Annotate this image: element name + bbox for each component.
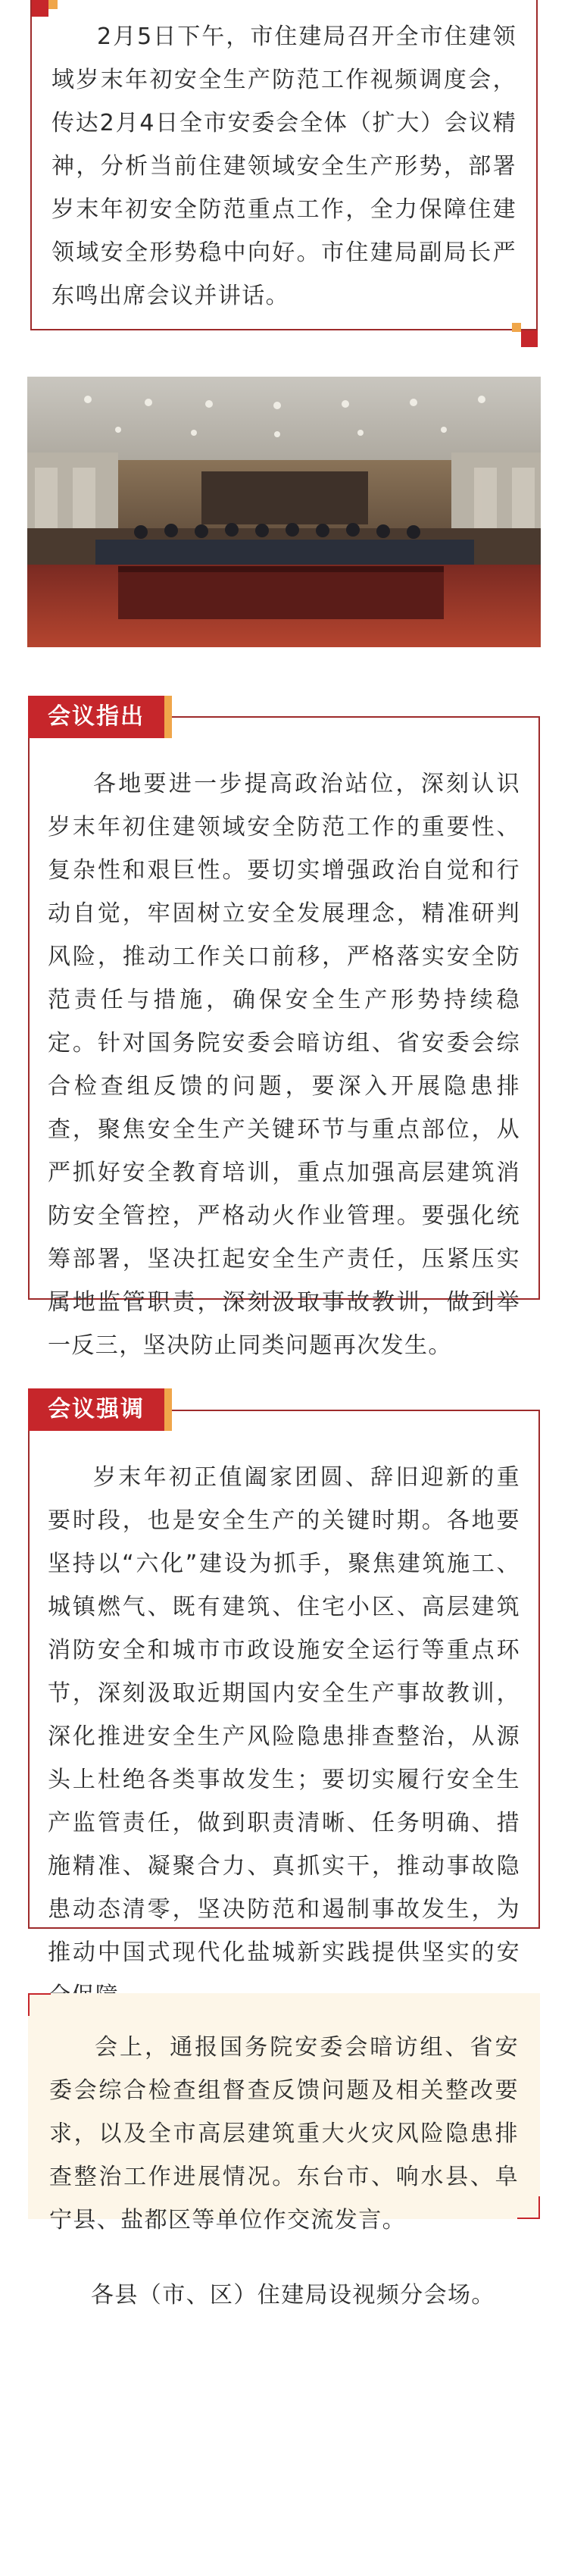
corner-decoration-orange bbox=[512, 323, 521, 332]
summary-box bbox=[28, 1993, 540, 2233]
meeting-room-photo bbox=[27, 377, 541, 647]
summary-paragraph: 会上，通报国务院安委会暗访组、省安委会综合检查组督查反馈问题及相关整改要求，以及全市高层建筑重大火灾风险隐患排查整治工作进展情况。东台市、响水县、阜宁县、盐都区等单位作交流发言。 bbox=[49, 2034, 519, 2233]
section-tag-emphasis: 会议强调 bbox=[28, 1388, 164, 1431]
section-emphasis-paragraph: 岁末年初正值阖家团圆、辞旧迎新的重要时段，也是安全生产的关键时期。各地要坚持以“六化”建设为抓手，聚焦建筑施工、城镇燃气、既有建筑、住宅小区、高层建筑消防安全和城市市政设施安全运行等重点环节，深刻汲取近期国内安全生产事故教训，深化推进安全生产风险隐患排查整治，从源头上杜绝各类事故发生；要切实履行安全生产监管责任，做到职责清晰、任务明确、措施精准、凝聚合力、真抓实干，推动事故隐患动态清零，坚决防范和遏制事故发生，为推动中国式现代化盐城新实践提供坚实的安 bbox=[48, 1464, 520, 1966]
corner-decoration-red bbox=[521, 330, 538, 347]
corner-bracket bbox=[28, 1993, 51, 2016]
meeting-room-image bbox=[27, 377, 541, 647]
corner-bracket bbox=[517, 2196, 540, 2219]
intro-box bbox=[30, 0, 538, 330]
closing-note bbox=[45, 2274, 523, 2317]
intro-paragraph: 2月5日下午，市住建局召开全市住建领域岁末年初安全生产防范工作视频调度会，传达2月4日全市安委会全体（扩大）会议精神，分析当前住建领域安全生产形势，部署岁末年初安全防范重点工作，全力保障住建领域安全形势稳中向好。市住建局副局长严东鸣出席会议并讲话。 bbox=[51, 23, 517, 309]
closing-paragraph: 各县（市、区）住建局设视频分会场。 bbox=[91, 2282, 495, 2308]
section-tag-points: 会议指出 bbox=[28, 696, 164, 738]
section-box-emphasis bbox=[28, 1410, 540, 1966]
section-box-points bbox=[28, 716, 540, 1359]
section-points-paragraph: 各地要进一步提高政治站位，深刻认识岁末年初住建领域安全防范工作的重要性、复杂性和艰巨性。要切实增强政治自觉和行动自觉，牢固树立安全发展理念，精准研判风险，推动工作关口前移，严格落实安全防范责任与措施，确保安全生产形势持续稳定。针对国务院安委会暗访组、省安委会综合检查组反馈的问题，要深入开展隐患排查，聚焦安全生产关键环节与重点部位，从严抓好安全教育培训，重点加强高层建筑消防安全管控，严格动火作业管理。要强化统筹部署，坚决扛起安全生产责任，压紧压实属地监管职责，深刻汲取事故教训，做到举一反三，坚决防止同类问题再次发生。 bbox=[48, 771, 520, 1359]
